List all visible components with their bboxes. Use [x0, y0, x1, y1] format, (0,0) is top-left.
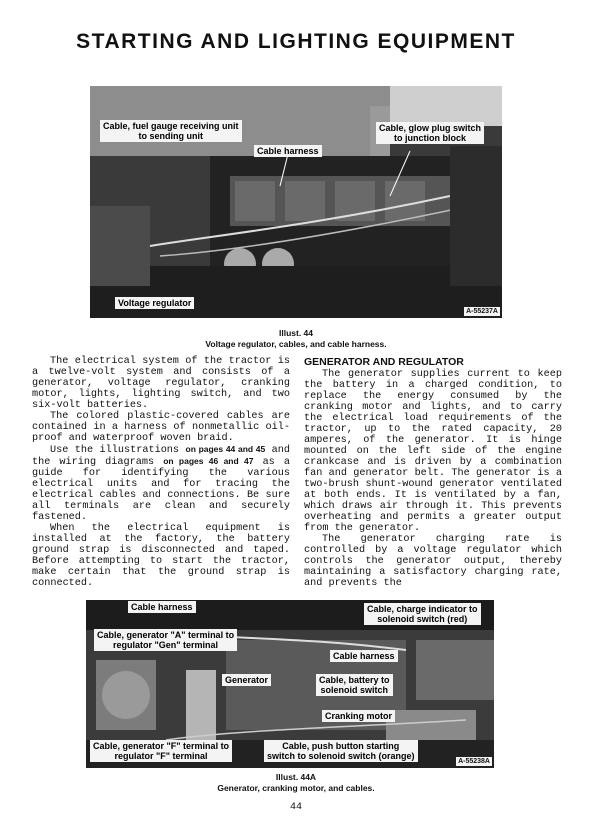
figure-caption-top-text: Voltage regulator, cables, and cable harness.	[205, 339, 387, 349]
paragraph: The electrical system of the tractor is a twelve-volt system and consists of a generator, voltage regulator, cranking motor, lights, lighting switch, and two six-volt batteries.	[32, 356, 290, 411]
paragraph: The colored plastic-covered cables are contained in a harness of nonmetallic oil-proof and waterproof woven braid.	[32, 411, 290, 444]
callout-generator-a-terminal-cable: Cable, generator "A" terminal to regulator "Gen" terminal	[94, 629, 237, 651]
paragraph: When the electrical equipment is installed at the factory, the battery ground strap is disconnected and taped. Before attempting to start the tractor, make certain that the ground strap is connected.	[32, 523, 290, 589]
paragraph: The generator charging rate is controlled by a voltage regulator which controls the generator output, thereby maintaining a satisfactory charging rate, and prevents the	[304, 534, 562, 589]
right-column	[304, 356, 562, 589]
callout-charge-indicator-cable: Cable, charge indicator to solenoid switch (red)	[364, 603, 481, 625]
callout-generator-f-terminal-cable: Cable, generator "F" terminal to regulator "F" terminal	[90, 740, 232, 762]
engine-photo-top	[90, 86, 502, 318]
photo-id-top: A-55237A	[466, 308, 498, 315]
page-number: 44	[289, 802, 302, 813]
figure-caption-bottom-number: Illust. 44A	[275, 772, 317, 782]
callout-voltage-regulator: Voltage regulator	[115, 297, 194, 309]
paragraph	[32, 444, 290, 523]
photo-id-bottom: A-55238A	[458, 758, 490, 765]
callout-cable-harness-right: Cable harness	[330, 650, 398, 662]
figure-caption-bottom-text: Generator, cranking motor, and cables.	[217, 783, 375, 793]
page-reference: on pages 46 and 47	[163, 456, 254, 466]
section-heading: GENERATOR AND REGULATOR	[304, 356, 464, 368]
paragraph: The generator supplies current to keep the battery in a charged condition, to replace the energy consumed by the cranking motor and lights, and to carry the electrical load requirements of the tractor, up to the rated capacity, 20 amperes, of the generator. It is hinge mounted on the left side of the engine crankcase and is driven by a combination fan and generator belt. The generator is a two-brush shunt-wound generator ventilated at both ends. It is ventilated by a fan, which draws air through it. This prevents overheating and permits a greater output from the generator.	[304, 369, 562, 534]
callout-cranking-motor: Cranking motor	[322, 710, 395, 722]
callout-generator: Generator	[222, 674, 271, 686]
engine-photo-bottom	[86, 600, 494, 768]
paragraph-text: as a guide for identifying the various electrical units and for tracing the electrical cables and connections. Be sure all terminals are clean and securely fastened.	[32, 457, 290, 523]
callout-glow-plug-cable: Cable, glow plug switch to junction block	[376, 122, 484, 144]
callout-fuel-gauge-cable: Cable, fuel gauge receiving unit to sending unit	[100, 120, 242, 142]
figure-caption-top-number: Illust. 44	[278, 328, 313, 338]
left-column	[32, 356, 290, 589]
callout-battery-solenoid-cable: Cable, battery to solenoid switch	[316, 674, 393, 696]
callout-cable-harness-top: Cable harness	[128, 601, 196, 613]
page-reference: on pages 44 and 45	[185, 444, 266, 454]
callout-cable-harness: Cable harness	[254, 145, 322, 157]
paragraph-text: and the wiring diagrams	[32, 445, 291, 468]
page-title: STARTING AND LIGHTING EQUIPMENT	[76, 30, 516, 53]
paragraph-text: Use the illustrations	[50, 445, 180, 456]
callout-push-button-switch-cable: Cable, push button starting switch to solenoid switch (orange)	[264, 740, 418, 762]
